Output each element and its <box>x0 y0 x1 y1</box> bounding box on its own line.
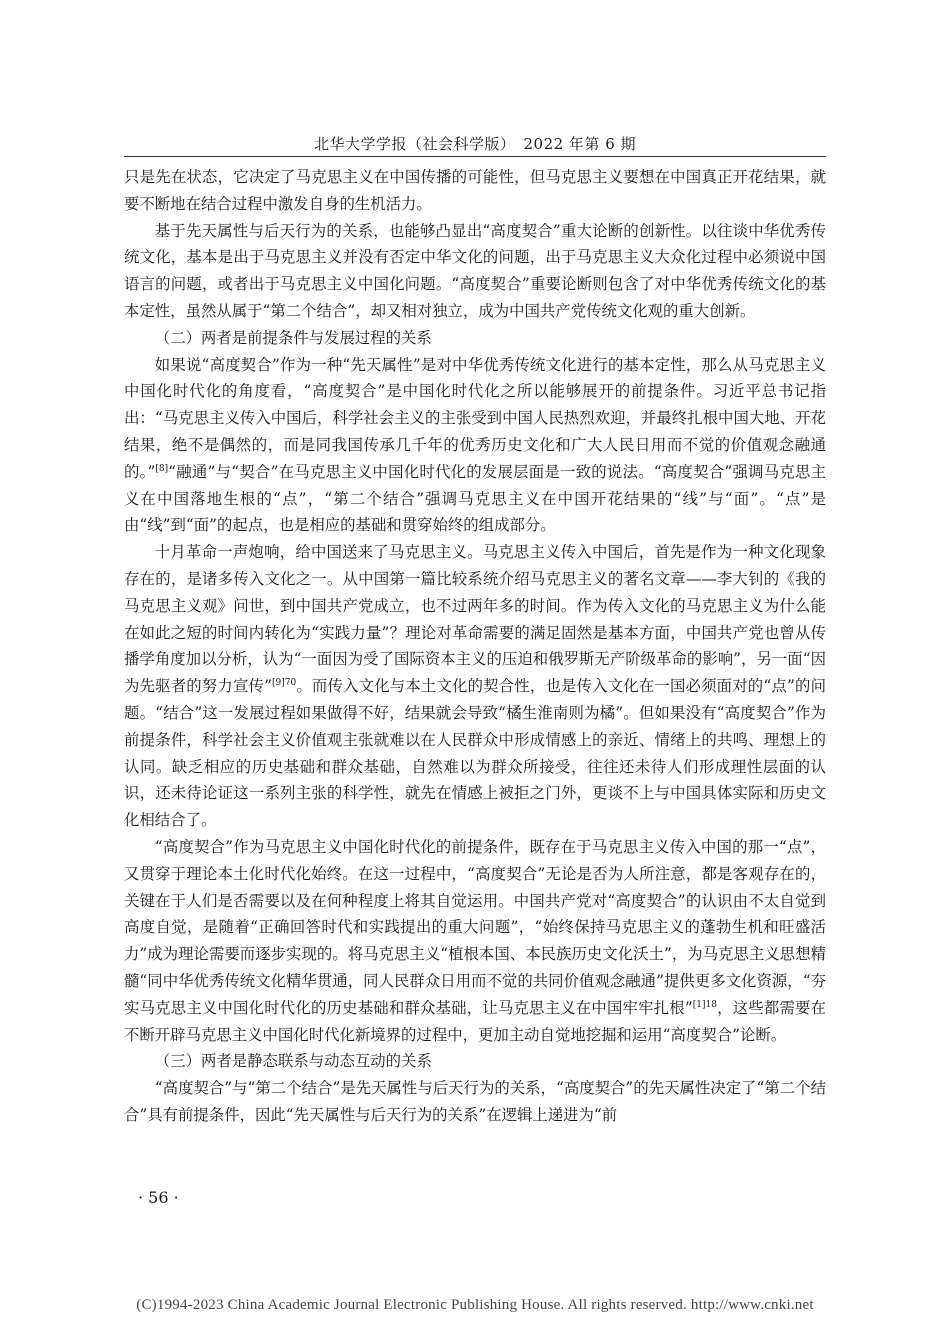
paragraph <box>124 352 826 540</box>
section-heading: （二）两者是前提条件与发展过程的关系 <box>154 328 432 347</box>
paragraph-text: 十月革命一声炮响，给中国送来了马克思主义。马克思主义传入中国后，首先是作为一种文化现象存在的，是诸多传入文化之一。从中国第一篇比较系统介绍马克思主义的著名文章——李大钊的《我的马克思主义观》问世，到中国共产党成立，也不过两年多的时间。作为传入文化的马克思主义为什么能在如此之短的时间内转化为“实践力量”？理论对革命需要的满足固然是基本方面，中国共产党也曾从传播学角度加以分析，认为“一面因为受了国际资本主义的压迫和俄罗斯无产阶级革命的影响”，另一面“因为先驱者的努力宣传” <box>124 543 826 696</box>
copyright-footer: (C)1994-2023 China Academic Journal Electronic Publishing House. All rights reserved. http://www.cnki.net <box>136 1297 814 1313</box>
header-rule <box>124 156 826 157</box>
paragraph-text: ，这些都需要在不断开辟马克思主义中国化时代化新境界的过程中，更加主动自觉地挖掘和运用“高度契合”论断。 <box>124 998 826 1044</box>
paragraph-text: 如果说“高度契合”作为一种“先天属性”是对中华优秀传统文化进行的基本定性，那么从马克思主义中国化时代化的角度看，“高度契合”是中国化时代化之所以能够展开的前提条件。习近平总书记指出：“马克思主义传入中国后，科学社会主义的主张受到中国人民热烈欢迎，并最终扎根中国大地、开花结果，绝不是偶然的，而是同我国传承几千年的优秀历史文化和广大人民日用而不觉的价值观念融通的。” <box>124 355 826 481</box>
citation: [8] <box>155 463 169 474</box>
paragraph: “高度契合”与“第二个结合”是先天属性与后天行为的关系，“高度契合”的先天属性决定了“第二个结合”具有前提条件，因此“先天属性与后天行为的关系”在逻辑上递进为“前 <box>124 1079 826 1124</box>
journal-header: 北华大学学报（社会科学版） 2022 年第 6 期 <box>313 135 637 153</box>
paragraph-text: “融通”与“契合”在马克思主义中国化时代化的发展层面是一致的说法。“高度契合”强调马克思主义在中国落地生根的“点”，“第二个结合”强调马克思主义在中国开花结果的“线”与“面”。“点”是由“线”到“面”的起点，也是相应的基础和贯穿始终的组成部分。 <box>124 462 826 535</box>
paragraph <box>124 539 826 834</box>
citation: [9]70 <box>271 678 297 689</box>
paragraph <box>124 834 826 1048</box>
paragraph: 基于先天属性与后天行为的关系，也能够凸显出“高度契合”重大论断的创新性。以往谈中华优秀传统文化，基本是出于马克思主义并没有否定中华文化的问题，出于马克思主义大众化过程中必须说中国语言的问题，或者出于马克思主义中国化问题。“高度契合”重要论断则包含了对中华优秀传统文化的基本定性，虽然从属于“第二个结合”，却又相对独立，成为中国共产党传统文化观的重大创新。 <box>124 221 826 320</box>
citation: [1]18 <box>692 999 717 1010</box>
paragraph: 只是先在状态，它决定了马克思主义在中国传播的可能性，但马克思主义要想在中国真正开花结果，就要不断地在结合过程中激发自身的生机活力。 <box>124 168 826 213</box>
paragraph-text: “高度契合”作为马克思主义中国化时代化的前提条件，既存在于马克思主义传入中国的那一“点”，又贯穿于理论本土化时代化始终。在这一过程中，“高度契合”无论是否为人所注意，都是客观存在的，关键在于人们是否需要以及在何种程度上将其自觉运用。中国共产党对“高度契合”的认识由不太自觉到高度自觉，是随着“正确回答时代和实践提出的重大问题”，“始终保持马克思主义的蓬勃生机和旺盛活力”成为理论需要而逐步实现的。将马克思主义“植根本国、本民族历史文化沃土”，为马克思主义思想精髓“同中华优秀传统文化精华贯通，同人民群众日用而不觉的共同价值观念融通”提供更多文化资源，“夯实马克思主义中国化时代化的历史基础和群众基础，让马克思主义在中国牢牢扎根” <box>124 837 826 1017</box>
paragraph-text: 。而传入文化与本土文化的契合性，也是传入文化在一国必须面对的“点”的问题。“结合”这一发展过程如果做得不好，结果就会导致“橘生淮南则为橘”。但如果没有“高度契合”作为前提条件，科学社会主义价值观主张就难以在人民群众中形成情感上的亲近、情绪上的共鸣、理想上的认同。缺乏相应的历史基础和群众基础，自然难以为群众所接受，往往还未待人们形成理性层面的认识，还未待论证这一系列主张的科学性，就先在情感上被拒之门外，更谈不上与中国具体实际和历史文化相结合了。 <box>124 677 826 830</box>
page-number: · 56 · <box>138 1188 179 1207</box>
article-body <box>124 164 826 1129</box>
section-heading: （三）两者是静态联系与动态互动的关系 <box>154 1052 432 1071</box>
